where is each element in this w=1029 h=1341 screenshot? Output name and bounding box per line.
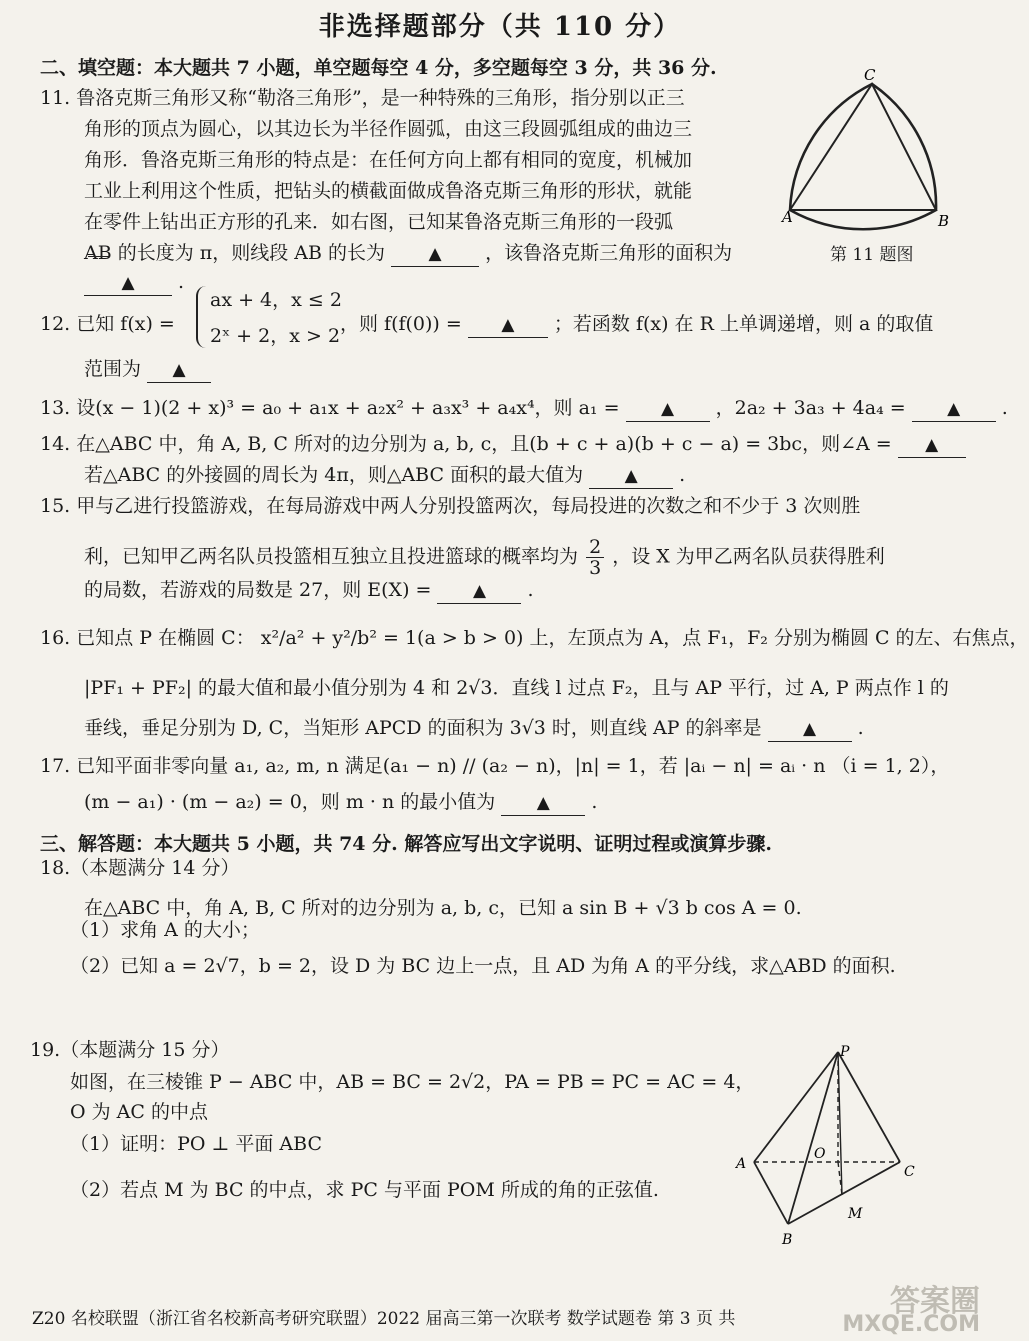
q17-blank: ▲ — [501, 790, 585, 816]
pyramid-figure — [730, 1040, 930, 1250]
q17-line-2: (m − a₁) · (m − a₂) = 0，则 m · n 的最小值为 ▲ . — [84, 790, 597, 816]
q11-line-3: 角形．鲁洛克斯三角形的特点是：在任何方向上都有相同的宽度，机械加 — [84, 149, 693, 171]
page-footer: Z20 名校联盟（浙江省名校新高考研究联盟）2022 届高三第一次联考 数学试题卷 第 3 页 共 — [32, 1309, 736, 1329]
label-m: M — [848, 1206, 863, 1222]
q16-blank: ▲ — [768, 716, 852, 742]
label-c: C — [904, 1164, 915, 1180]
label-b: B — [938, 212, 950, 230]
q18-title: 18.（本题满分 14 分） — [40, 857, 240, 879]
page-title: 非选择题部分（共 110 分） — [318, 12, 682, 42]
q11-blank-2: ▲ — [84, 270, 172, 296]
q11-blank-1: ▲ — [391, 241, 479, 267]
q11-text-b: ，该鲁洛克斯三角形的面积为 — [485, 242, 733, 264]
q19-title: 19.（本题满分 15 分） — [30, 1039, 230, 1061]
section-3-heading: 三、解答题：本大题共 5 小题，共 74 分. 解答应写出文字说明、证明过程或演算步骤. — [40, 833, 772, 855]
label-b: B — [782, 1232, 793, 1248]
q13-line: 13. 设(x − 1)(2 + x)³ = a₀ + a₁x + a₂x² + a₃x³ + a₄x⁴，则 a₁ = ▲ ，2a₂ + 3a₃ + 4a₄ = ▲ . — [40, 396, 1008, 422]
q15-line-2: 利，已知甲乙两名队员投篮相互独立且投进篮球的概率均为 $\frac{2}{3}$ ，设 X 为甲乙两名队员获得胜利 — [84, 536, 885, 579]
q19-line-2: O 为 AC 的中点 — [70, 1101, 208, 1123]
q16-line-2: |PF₁ + PF₂| 的最大值和最小值分别为 4 和 2√3．直线 l 过点 F₂，且与 AP 平行，过 A, P 两点作 l 的 — [84, 677, 949, 699]
q15-line-1: 15. 甲与乙进行投篮游戏，在每局游戏中两人分别投篮两次，每局投进的次数之和不少于 3 次则胜 — [40, 495, 861, 517]
q12-line-1b: ，则 f(f(0)) = ▲ ；若函数 f(x) 在 R 上单调递增，则 a 的取值 — [340, 312, 933, 338]
q16-line-3: 垂线，垂足分别为 D, C，当矩形 APCD 的面积为 3√3 时，则直线 AP 的斜率是 ▲ . — [84, 716, 864, 742]
q12-case-1: ax + 4，x ≤ 2 — [210, 289, 342, 311]
q14-blank-1: ▲ — [898, 432, 966, 458]
reuleaux-triangle-figure — [778, 66, 958, 232]
q11-line-5: 在零件上钻出正方形的孔来．如右图，已知某鲁洛克斯三角形的一段弧 — [84, 211, 674, 233]
arc-overline — [88, 256, 110, 257]
q13-blank-2: ▲ — [912, 396, 996, 422]
q11-line-1: 11. 鲁洛克斯三角形又称“勒洛三角形”，是一种特殊的三角形，指分别以正三 — [40, 87, 685, 109]
q11-line-4: 工业上利用这个性质，把钻头的横截面做成鲁洛克斯三角形的形状，就能 — [84, 180, 693, 202]
q12-case-2: 2ˣ + 2，x > 2 — [210, 325, 341, 347]
q11-text-a: AB 的长度为 π，则线段 AB 的长为 — [84, 242, 386, 264]
q12-line-2: 范围为 ▲ — [84, 357, 211, 383]
label-p: P — [840, 1044, 850, 1060]
q11-line-6 — [84, 241, 732, 267]
q14-line-1: 14. 在△ABC 中，角 A, B, C 所对的边分别为 a, b, c，且(b + c + a)(b + c − a) = 3bc，则∠A = ▲ — [40, 432, 966, 458]
label-c: C — [864, 66, 876, 84]
q14-blank-2: ▲ — [589, 463, 673, 489]
fraction: $\frac{2}{3}$ — [586, 537, 604, 578]
q15-blank: ▲ — [437, 578, 521, 604]
section-2-heading: 二、填空题：本大题共 7 小题，单空题每空 4 分，多空题每空 3 分，共 36 分. — [40, 57, 717, 79]
fig11-caption: 第 11 题图 — [830, 245, 914, 265]
q16-line-1: 16. 已知点 P 在椭圆 C： x²/a² + y²/b² = 1(a > b > 0) 上，左顶点为 A，点 F₁，F₂ 分别为椭圆 C 的左、右焦点， — [40, 627, 1029, 649]
watermark-url: MXQE.COM — [842, 1312, 980, 1337]
q17-line-1: 17. 已知平面非零向量 a₁, a₂, m, n 满足(a₁ − n) // (a₂ − n)，|n| = 1，若 |aᵢ − n| = aᵢ · n （i = 1, 2）， — [40, 755, 950, 777]
q11-line-7: ▲ . — [84, 270, 184, 296]
q14-line-2: 若△ABC 的外接圆的周长为 4π，则△ABC 面积的最大值为 ▲ . — [84, 463, 685, 489]
label-a: A — [736, 1156, 747, 1172]
label-a: A — [782, 208, 793, 226]
q11-line-2: 角形的顶点为圆心，以其边长为半径作圆弧，由这三段圆弧组成的曲边三 — [84, 118, 693, 140]
q19-part-2: （2）若点 M 为 BC 的中点，求 PC 与平面 POM 所成的角的正弦值. — [70, 1179, 659, 1201]
q12-blank-1: ▲ — [468, 312, 548, 338]
q15-line-3: 的局数，若游戏的局数是 27，则 E(X) = ▲ . — [84, 578, 534, 604]
q12-line-1a: 12. 已知 f(x) = — [40, 313, 175, 335]
q19-part-1: （1）证明：PO ⊥ 平面 ABC — [70, 1133, 323, 1155]
q13-blank-1: ▲ — [626, 396, 710, 422]
brace — [196, 286, 210, 348]
q18-part-1: （1）求角 A 的大小； — [70, 919, 260, 941]
label-o: O — [814, 1146, 826, 1162]
q18-part-2: （2）已知 a = 2√7，b = 2，设 D 为 BC 边上一点，且 AD 为角 A 的平分线，求△ABD 的面积. — [70, 955, 896, 977]
q12-blank-2: ▲ — [147, 357, 211, 383]
watermark-logo: 答案圈 — [890, 1284, 980, 1319]
q19-line-1: 如图，在三棱锥 P − ABC 中，AB = BC = 2√2，PA = PB = PC = AC = 4， — [70, 1071, 755, 1093]
q18-line-1: 在△ABC 中，角 A, B, C 所对的边分别为 a, b, c，已知 a sin B + √3 b cos A = 0. — [84, 897, 802, 919]
